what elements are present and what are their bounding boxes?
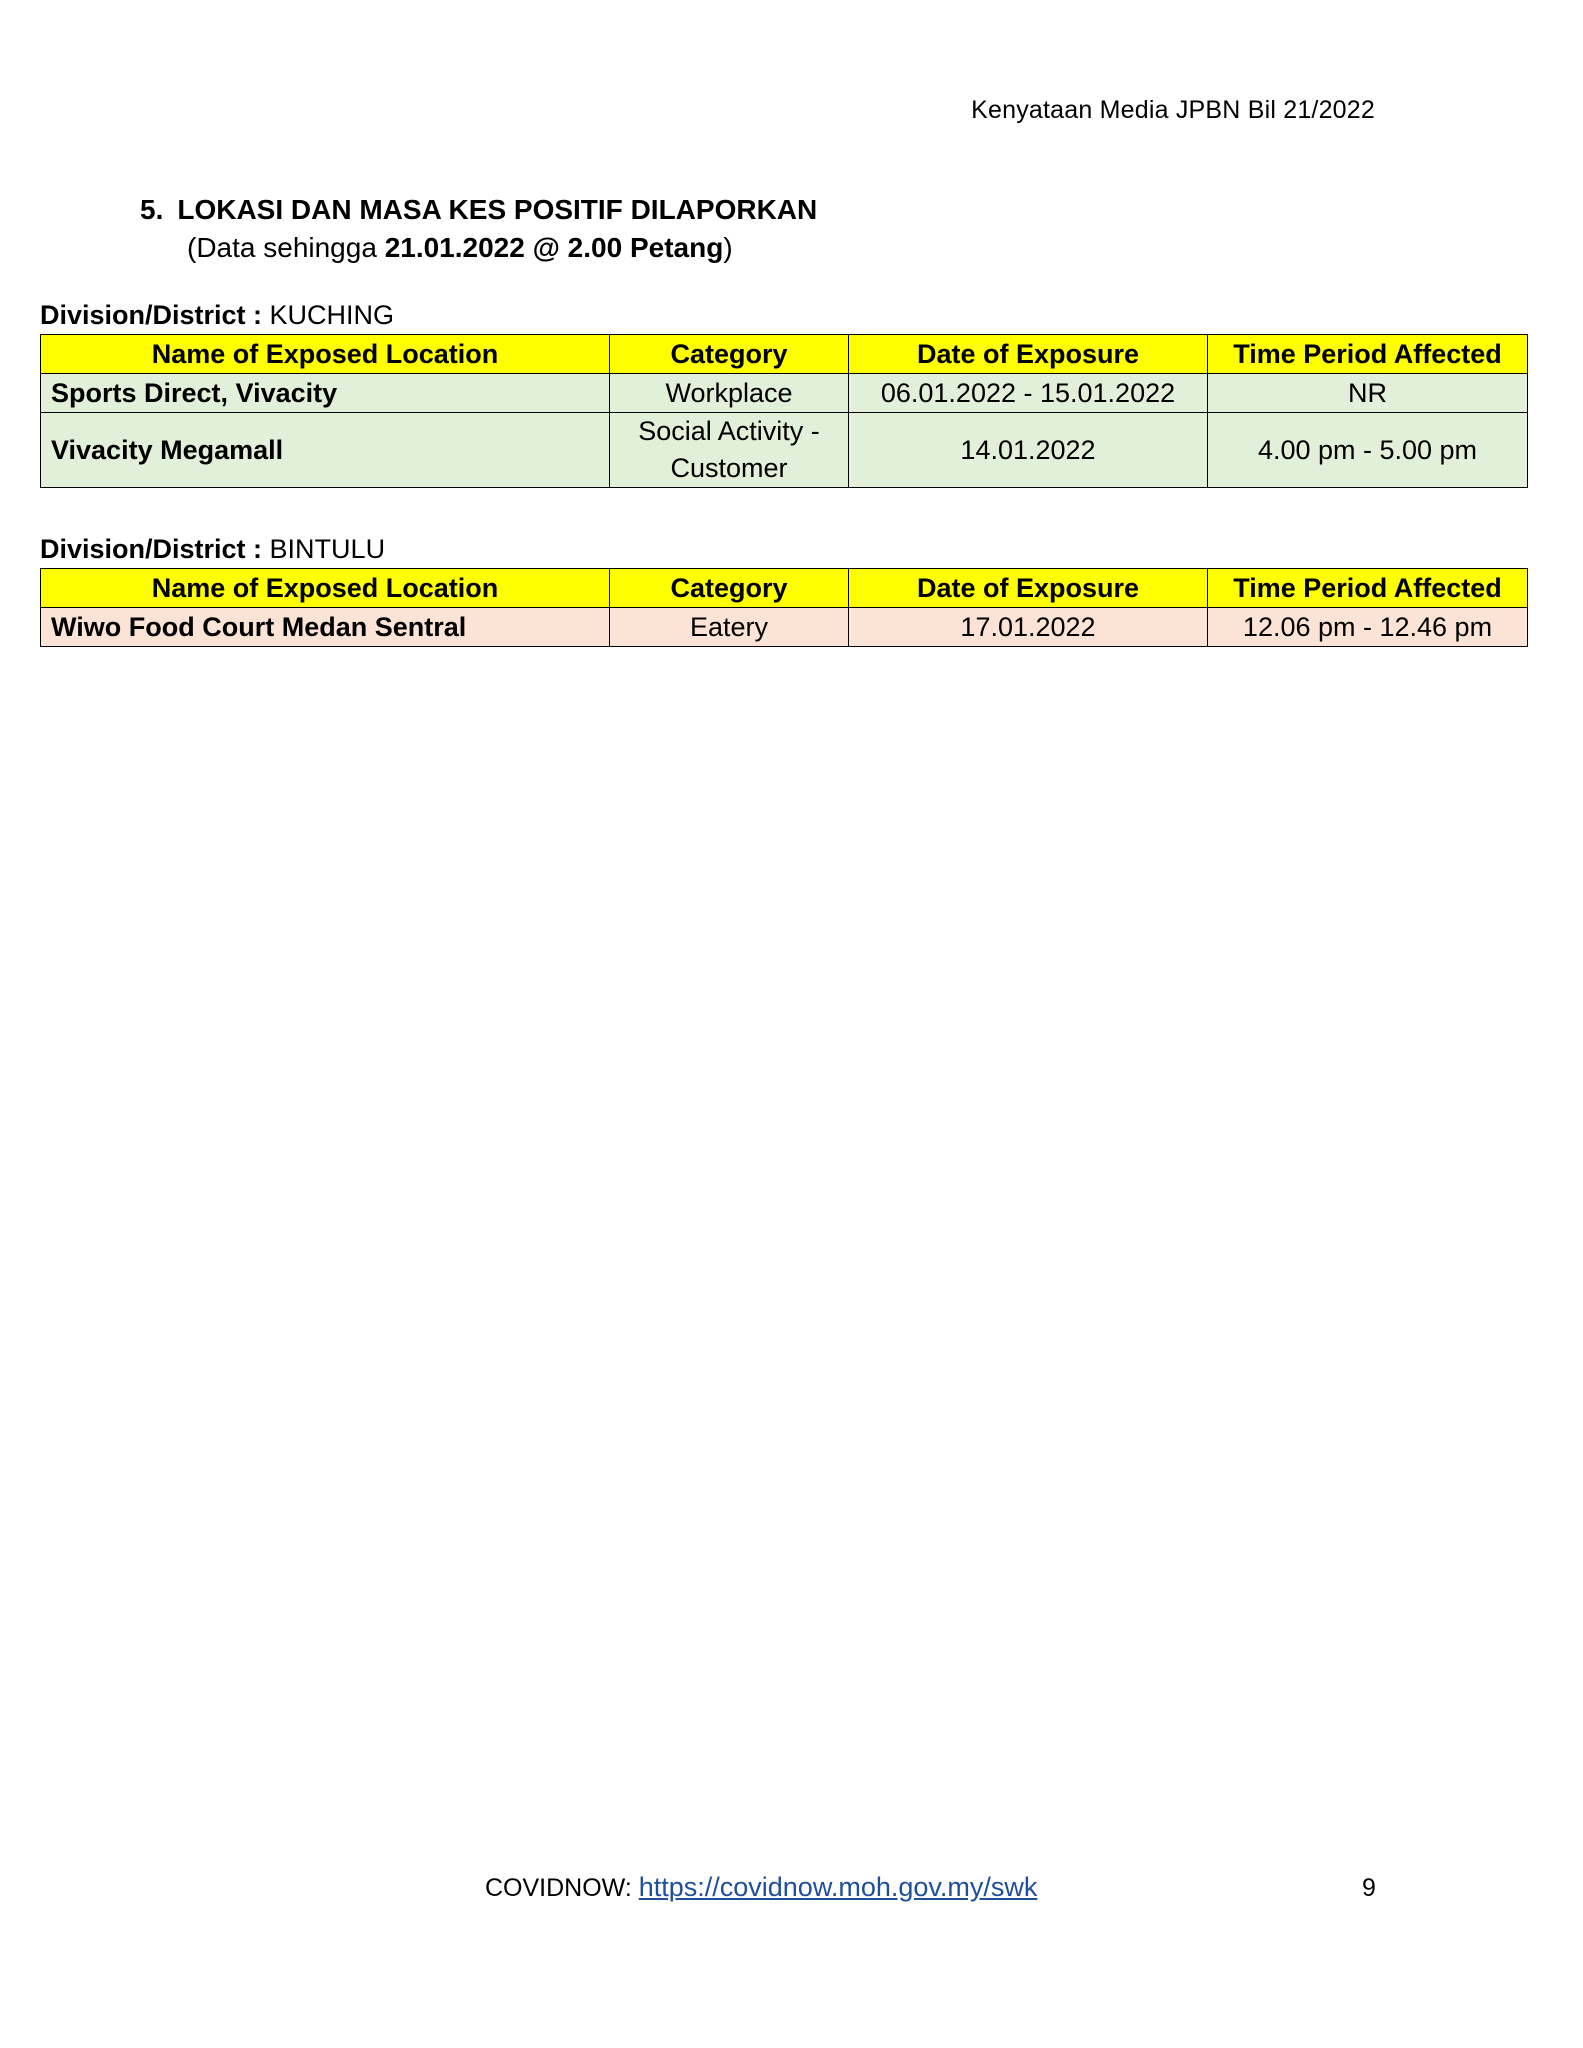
exposure-table-kuching bbox=[40, 334, 1528, 488]
section-subtitle bbox=[187, 228, 1340, 268]
cell-category: Workplace bbox=[610, 374, 849, 413]
cell-time: NR bbox=[1208, 374, 1528, 413]
section-title: LOKASI DAN MASA KES POSITIF DILAPORKAN bbox=[177, 194, 818, 225]
section-number: 5. bbox=[140, 194, 164, 225]
covidnow-link[interactable]: https://covidnow.moh.gov.my/swk bbox=[638, 1872, 1038, 1902]
cell-date: 14.01.2022 bbox=[849, 413, 1208, 488]
footer-label: COVIDNOW: bbox=[485, 1874, 639, 1902]
cell-location: Sports Direct, Vivacity bbox=[41, 374, 610, 413]
exposure-table-bintulu bbox=[40, 568, 1528, 647]
cell-location: Vivacity Megamall bbox=[41, 413, 610, 488]
column-header-location: Name of Exposed Location bbox=[41, 569, 610, 608]
cell-time: 4.00 pm - 5.00 pm bbox=[1208, 413, 1528, 488]
column-header-category: Category bbox=[610, 569, 849, 608]
district-label bbox=[40, 298, 1527, 332]
column-header-time: Time Period Affected bbox=[1208, 335, 1528, 374]
subtitle-date: 21.01.2022 @ 2.00 Petang bbox=[384, 232, 724, 263]
district-label bbox=[40, 532, 1527, 566]
table-row bbox=[41, 374, 1528, 413]
district-name: BINTULU bbox=[269, 534, 386, 564]
column-header-time: Time Period Affected bbox=[1208, 569, 1528, 608]
section-heading bbox=[140, 192, 1340, 268]
cell-date: 06.01.2022 - 15.01.2022 bbox=[849, 374, 1208, 413]
table-row bbox=[41, 413, 1528, 488]
table-row bbox=[41, 608, 1528, 647]
document-reference: Kenyataan Media JPBN Bil 21/2022 bbox=[971, 96, 1375, 124]
table-header-row bbox=[41, 569, 1528, 608]
section-title-row bbox=[140, 192, 1340, 228]
cell-category: Social Activity - Customer bbox=[610, 413, 849, 488]
district-label-prefix: Division/District : bbox=[40, 300, 270, 330]
district-label-prefix: Division/District : bbox=[40, 534, 270, 564]
cell-location: Wiwo Food Court Medan Sentral bbox=[41, 608, 610, 647]
column-header-category: Category bbox=[610, 335, 849, 374]
subtitle-close: ) bbox=[723, 232, 733, 263]
subtitle-open: (Data sehingga bbox=[187, 232, 385, 263]
page-number: 9 bbox=[1362, 1874, 1376, 1902]
footer bbox=[485, 1872, 1037, 1903]
cell-category: Eatery bbox=[610, 608, 849, 647]
district-kuching bbox=[40, 298, 1527, 488]
cell-time: 12.06 pm - 12.46 pm bbox=[1208, 608, 1528, 647]
table-header-row bbox=[41, 335, 1528, 374]
column-header-date: Date of Exposure bbox=[849, 335, 1208, 374]
column-header-location: Name of Exposed Location bbox=[41, 335, 610, 374]
district-name: KUCHING bbox=[269, 300, 395, 330]
district-bintulu bbox=[40, 532, 1527, 647]
column-header-date: Date of Exposure bbox=[849, 569, 1208, 608]
cell-date: 17.01.2022 bbox=[849, 608, 1208, 647]
